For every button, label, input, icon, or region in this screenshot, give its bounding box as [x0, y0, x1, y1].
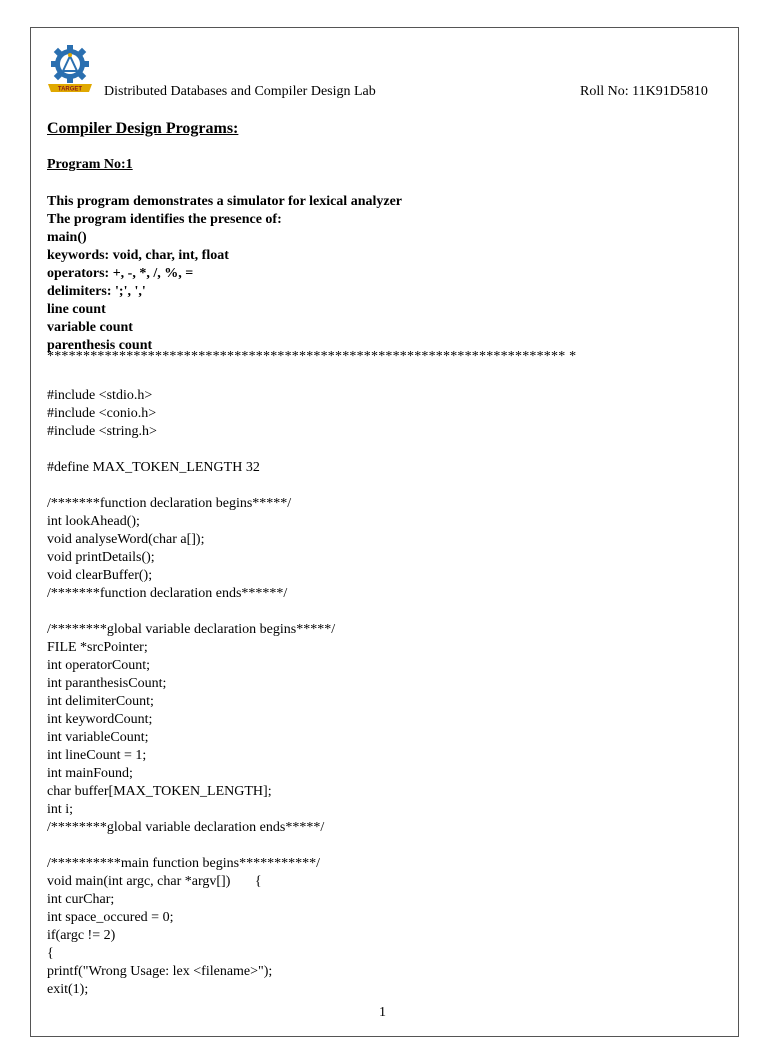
code-line: int curChar; [47, 892, 115, 907]
code-listing [47, 387, 335, 999]
code-line: int delimiterCount; [47, 694, 154, 709]
code-line: int paranthesisCount; [47, 676, 167, 691]
svg-text:TARGET: TARGET [57, 86, 83, 93]
description-line: The program identifies the presence of: [47, 212, 282, 227]
code-line: int lineCount = 1; [47, 748, 147, 763]
description-line: parenthesis count [47, 338, 153, 353]
description-line: This program demonstrates a simulator for lexical analyzer [47, 194, 403, 209]
code-line: int space_occured = 0; [47, 910, 174, 925]
code-line: int i; [47, 802, 74, 817]
code-line: int variableCount; [47, 730, 149, 745]
code-line: { [47, 946, 54, 961]
code-line: int keywordCount; [47, 712, 153, 727]
code-line: /*******function declaration begins*****/ [47, 496, 292, 511]
code-line: printf("Wrong Usage: lex <filename>"); [47, 964, 273, 979]
roll-number: Roll No: 11K91D5810 [580, 84, 708, 99]
code-line: #include <string.h> [47, 424, 157, 439]
section-heading: Compiler Design Programs: [47, 120, 239, 137]
code-line: int lookAhead(); [47, 514, 140, 529]
description-line: variable count [47, 320, 133, 335]
lab-title: Distributed Databases and Compiler Design Lab [104, 84, 376, 99]
code-line: #include <stdio.h> [47, 388, 153, 403]
code-line: exit(1); [47, 982, 89, 997]
page-number: 1 [379, 1005, 386, 1020]
code-line [47, 837, 335, 855]
description-line: delimiters: ';', ',' [47, 284, 146, 299]
code-line: void clearBuffer(); [47, 568, 153, 583]
code-line [47, 603, 335, 621]
description-line: keywords: void, char, int, float [47, 248, 229, 263]
code-line: FILE *srcPointer; [47, 640, 148, 655]
program-number: Program No:1 [47, 157, 133, 172]
code-line: #include <conio.h> [47, 406, 157, 421]
code-line: if(argc != 2) [47, 928, 116, 943]
code-line [47, 441, 335, 459]
code-line: /********global variable declaration begins*****/ [47, 622, 336, 637]
target-logo-icon [46, 42, 94, 98]
separator-line: ************************************************************************ * [47, 349, 577, 364]
description-line: line count [47, 302, 106, 317]
description-line: operators: +, -, *, /, %, = [47, 266, 194, 281]
code-line: /********global variable declaration ends*****/ [47, 820, 325, 835]
code-line: void analyseWord(char a[]); [47, 532, 205, 547]
code-line: int mainFound; [47, 766, 133, 781]
code-line: void printDetails(); [47, 550, 155, 565]
program-description [47, 193, 402, 355]
description-line: main() [47, 230, 87, 245]
code-line: int operatorCount; [47, 658, 151, 673]
code-line: /*******function declaration ends******/ [47, 586, 288, 601]
code-line: /**********main function begins***********/ [47, 856, 320, 871]
code-line: #define MAX_TOKEN_LENGTH 32 [47, 460, 260, 475]
code-line: void main(int argc, char *argv[]) { [47, 874, 262, 889]
code-line [47, 477, 335, 495]
code-line: char buffer[MAX_TOKEN_LENGTH]; [47, 784, 272, 799]
